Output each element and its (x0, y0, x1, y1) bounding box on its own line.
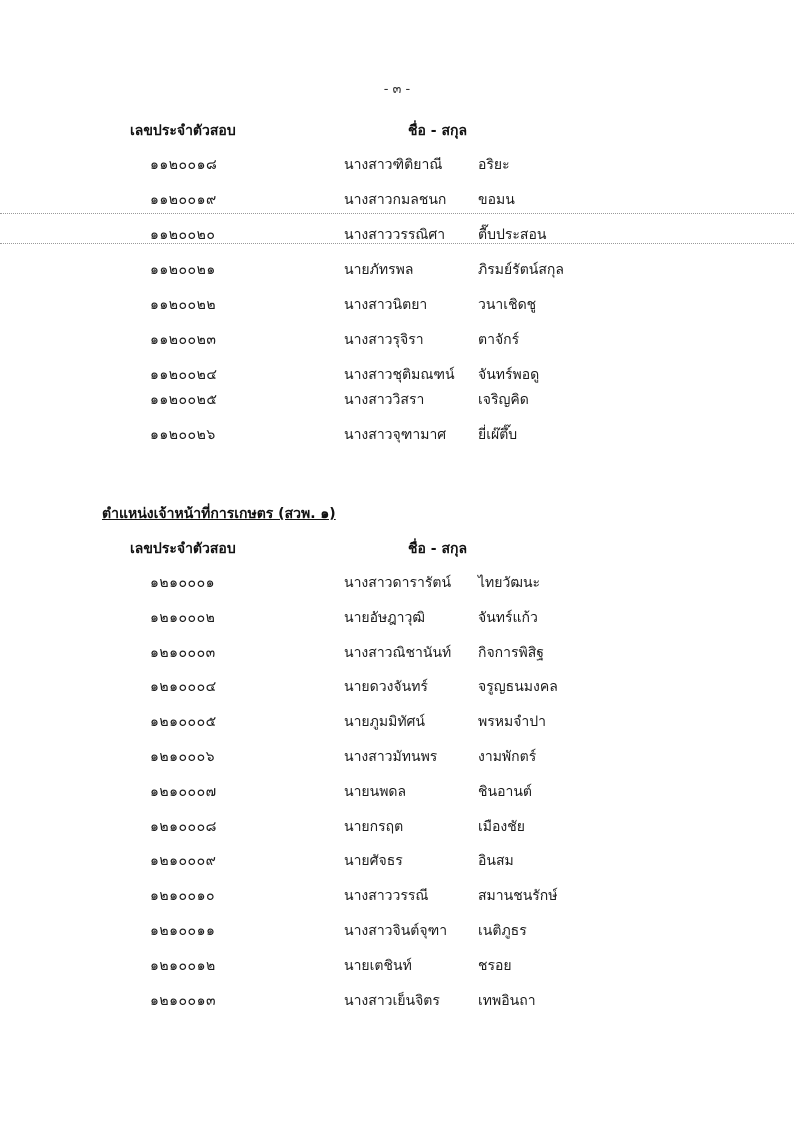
column-header-name: ชื่อ - สกุล (408, 123, 468, 139)
last-name: งามพักตร์ (478, 749, 537, 765)
exam-id: ๑๒๑๐๐๐๗ (150, 784, 217, 800)
list-item (0, 781, 794, 803)
exam-id: ๑๒๑๐๐๑๒ (150, 958, 216, 974)
first-name: นายกรฤต (344, 819, 404, 835)
exam-id: ๑๒๑๐๐๐๒ (150, 610, 216, 626)
exam-id: ๑๒๑๐๐๐๖ (150, 749, 216, 765)
exam-id: ๑๒๑๐๐๑๑ (150, 923, 216, 939)
last-name: เมืองชัย (478, 819, 525, 835)
exam-id: ๑๒๑๐๐๑๓ (150, 993, 217, 1009)
exam-id: ๑๑๒๐๐๒๐ (150, 227, 216, 243)
list-item (0, 642, 794, 664)
last-name: ชรอย (478, 958, 512, 974)
first-name: นางสาววิสรา (344, 392, 425, 408)
list-item (0, 259, 794, 281)
first-name: นางสาวเย็นจิตร (344, 993, 440, 1009)
exam-id: ๑๑๒๐๐๒๕ (150, 392, 218, 408)
first-name: นายอัษฎาวุฒิ (344, 610, 426, 626)
first-name: นายภูมมิทัศน์ (344, 714, 426, 730)
last-name: ตาจักร์ (478, 332, 520, 348)
last-name: พรหมจำปา (478, 714, 547, 730)
exam-id: ๑๑๒๐๐๒๓ (150, 332, 217, 348)
column-header-exam-id: เลขประจำตัวสอบ (130, 123, 236, 139)
first-name: นางสาววรรณี (344, 888, 429, 904)
last-name: จรูญธนมงคล (478, 679, 558, 695)
exam-id: ๑๒๑๐๐๑๐ (150, 888, 216, 904)
last-name: ตื๊บประสอน (478, 227, 547, 243)
list-item (0, 920, 794, 942)
scan-artifact-line-top (0, 213, 794, 214)
first-name: นางสาวดารารัตน์ (344, 575, 452, 591)
first-name: นางสาวรุจิรา (344, 332, 424, 348)
exam-id: ๑๑๒๐๐๑๘ (150, 157, 218, 173)
last-name: ไทยวัฒนะ (478, 575, 541, 591)
list-item (0, 850, 794, 872)
list-item (0, 224, 794, 246)
last-name: อินสม (478, 853, 514, 869)
last-name: ภิรมย์รัตน์สกุล (478, 262, 564, 278)
list-item (0, 990, 794, 1012)
first-name: นางสาวนิตยา (344, 297, 428, 313)
last-name: ชินอานต์ (478, 784, 533, 800)
column-header-exam-id: เลขประจำตัวสอบ (130, 541, 236, 557)
last-name: สมานชนรักษ์ (478, 888, 558, 904)
list-item (0, 572, 794, 594)
last-name: เทพอินถา (478, 993, 536, 1009)
first-name: นางสาวกมลชนก (344, 192, 447, 208)
first-name: นางสาวจินต์จุฑา (344, 923, 448, 939)
exam-id: ๑๑๒๐๐๒๖ (150, 427, 216, 443)
first-name: นางสาววรรณิศา (344, 227, 446, 243)
first-name: นายเตชินท์ (344, 958, 412, 974)
list-item (0, 364, 794, 386)
last-name: จันทร์แก้ว (478, 610, 538, 626)
list-item (0, 189, 794, 211)
last-name: เจริญคิด (478, 392, 529, 408)
last-name: เนติภูธร (478, 923, 527, 939)
exam-id: ๑๑๒๐๐๒๑ (150, 262, 216, 278)
list-item (0, 424, 794, 446)
first-name: นายนพดล (344, 784, 407, 800)
list-item (0, 154, 794, 176)
last-name: ยี่เผ๊ตึ๊บ (478, 427, 518, 443)
first-name: นางสาวฑิติยาณี (344, 157, 443, 173)
list-item (0, 607, 794, 629)
exam-id: ๑๒๑๐๐๐๕ (150, 714, 217, 730)
exam-id: ๑๒๑๐๐๐๓ (150, 645, 216, 661)
last-name: อริยะ (478, 157, 510, 173)
first-name: นางสาวชุติมณฑน์ (344, 367, 455, 383)
list-item (0, 885, 794, 907)
list-item (0, 389, 794, 411)
list-item (0, 329, 794, 351)
exam-id: ๑๒๑๐๐๐๘ (150, 819, 217, 835)
exam-id: ๑๒๑๐๐๐๑ (150, 575, 216, 591)
list-item (0, 711, 794, 733)
last-name: จันทร์พอดู (478, 367, 540, 383)
list-item (0, 955, 794, 977)
list-item (0, 676, 794, 698)
first-name: นางสาวมัทนพร (344, 749, 438, 765)
exam-id: ๑๑๒๐๐๒๒ (150, 297, 217, 313)
position-title: ตำแหน่งเจ้าหน้าที่การเกษตร (สวพ. ๑) (102, 506, 336, 522)
column-header-name: ชื่อ - สกุล (408, 541, 468, 557)
first-name: นางสาวจุฑามาศ (344, 427, 447, 443)
first-name: นายภัทรพล (344, 262, 414, 278)
first-name: นางสาวณิชานันท์ (344, 645, 452, 661)
exam-id: ๑๑๒๐๐๒๔ (150, 367, 218, 383)
list-item (0, 294, 794, 316)
last-name: ขอมน (478, 192, 515, 208)
exam-id: ๑๒๑๐๐๐๙ (150, 853, 217, 869)
first-name: นายศัจธร (344, 853, 403, 869)
last-name: วนาเชิดชู (478, 297, 537, 313)
last-name: กิจการพิสิฐ (478, 645, 545, 661)
list-item (0, 816, 794, 838)
first-name: นายดวงจันทร์ (344, 679, 428, 695)
exam-id: ๑๒๑๐๐๐๔ (150, 679, 217, 695)
page-number: - ๓ - (383, 82, 411, 97)
exam-id: ๑๑๒๐๐๑๙ (150, 192, 217, 208)
list-item (0, 746, 794, 768)
